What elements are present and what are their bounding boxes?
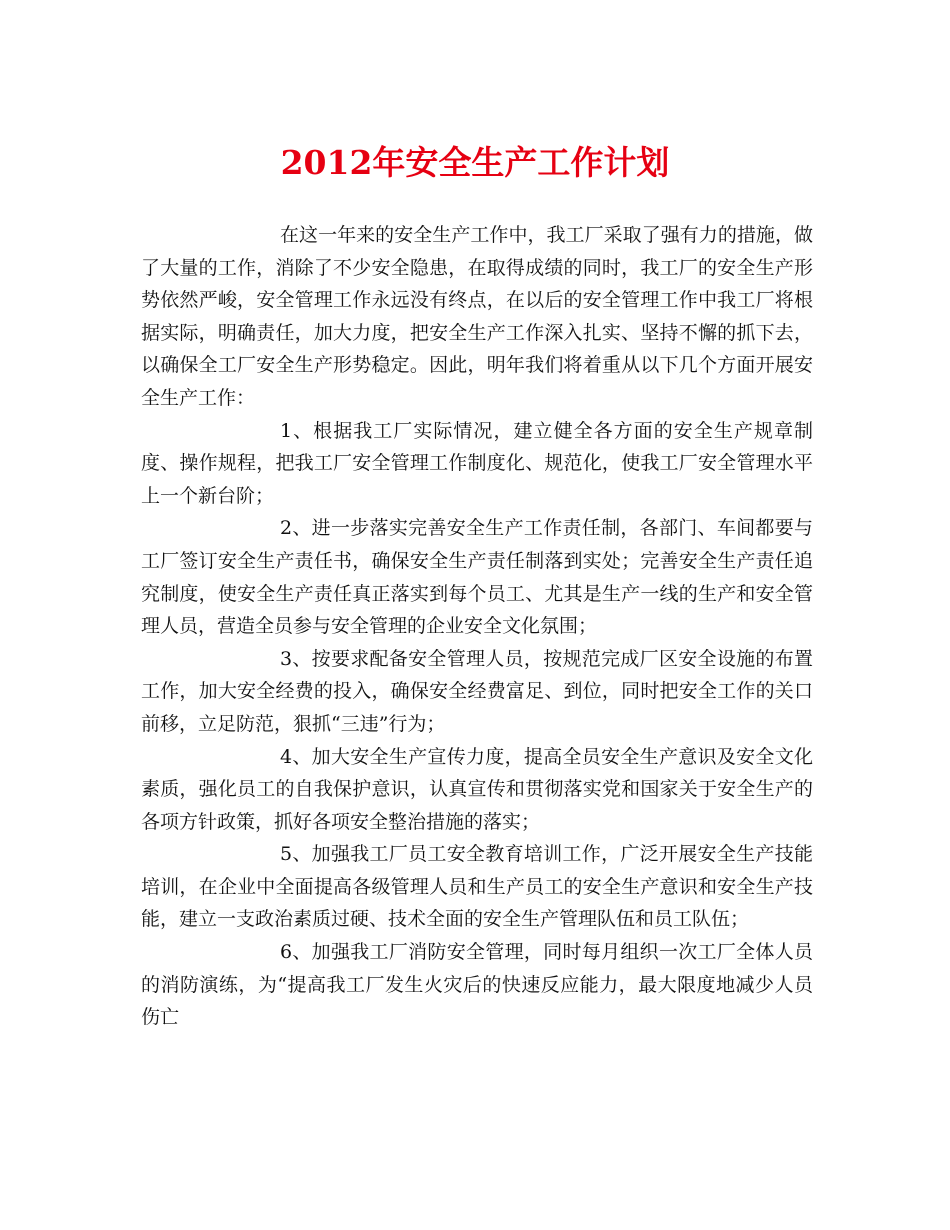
plan-item-4: 4、加大安全生产宣传力度，提高全员安全生产意识及安全文化素质，强化员工的自我保护意识，认真宣传和贯彻落实党和国家关于安全生产的各项方针政策，抓好各项安全整治措施的落实； [141, 745, 813, 833]
document-title: 2012年安全生产工作计划 [280, 143, 670, 182]
plan-item-1: 1、根据我工厂实际情况，建立健全各方面的安全生产规章制度、操作规程，把我工厂安全管理工作制度化、规范化，使我工厂安全管理水平上一个新台阶； [141, 419, 813, 507]
intro-paragraph: 在这一年来的安全生产工作中，我工厂采取了强有力的措施，做了大量的工作，消除了不少安全隐患，在取得成绩的同时，我工厂的安全生产形势依然严峻，安全管理工作永远没有终点，在以后的安全管理工作中我工厂将根据实际，明确责任，加大力度，把安全生产工作深入扎实、坚持不懈的抓下去，以确保全工厂安全生产形势稳定。因此，明年我们将着重从以下几个方面开展安全生产工作： [141, 224, 813, 409]
plan-item-2: 2、进一步落实完善安全生产工作责任制，各部门、车间都要与工厂签订安全生产责任书，确保安全生产责任制落到实处；完善安全生产责任追究制度，使安全生产责任真正落实到每个员工、尤其是生产一线的生产和安全管理人员，营造全员参与安全管理的企业安全文化氛围； [141, 517, 813, 638]
plan-item-6: 6、加强我工厂消防安全管理，同时每月组织一次工厂全体人员的消防演练，为“提高我工厂发生火灾后的快速反应能力，最大限度地减少人员伤亡 [141, 941, 813, 1029]
plan-item-5: 5、加强我工厂员工安全教育培训工作，广泛开展安全生产技能培训，在企业中全面提高各级管理人员和生产员工的安全生产意识和安全生产技能，建立一支政治素质过硬、技术全面的安全生产管理队伍和员工队伍； [141, 843, 813, 931]
document-body [141, 219, 813, 1034]
plan-item-3: 3、按要求配备安全管理人员，按规范完成厂区安全设施的布置工作，加大安全经费的投入，确保安全经费富足、到位，同时把安全工作的关口前移，立足防范，狠抓“三违”行为； [141, 647, 813, 735]
